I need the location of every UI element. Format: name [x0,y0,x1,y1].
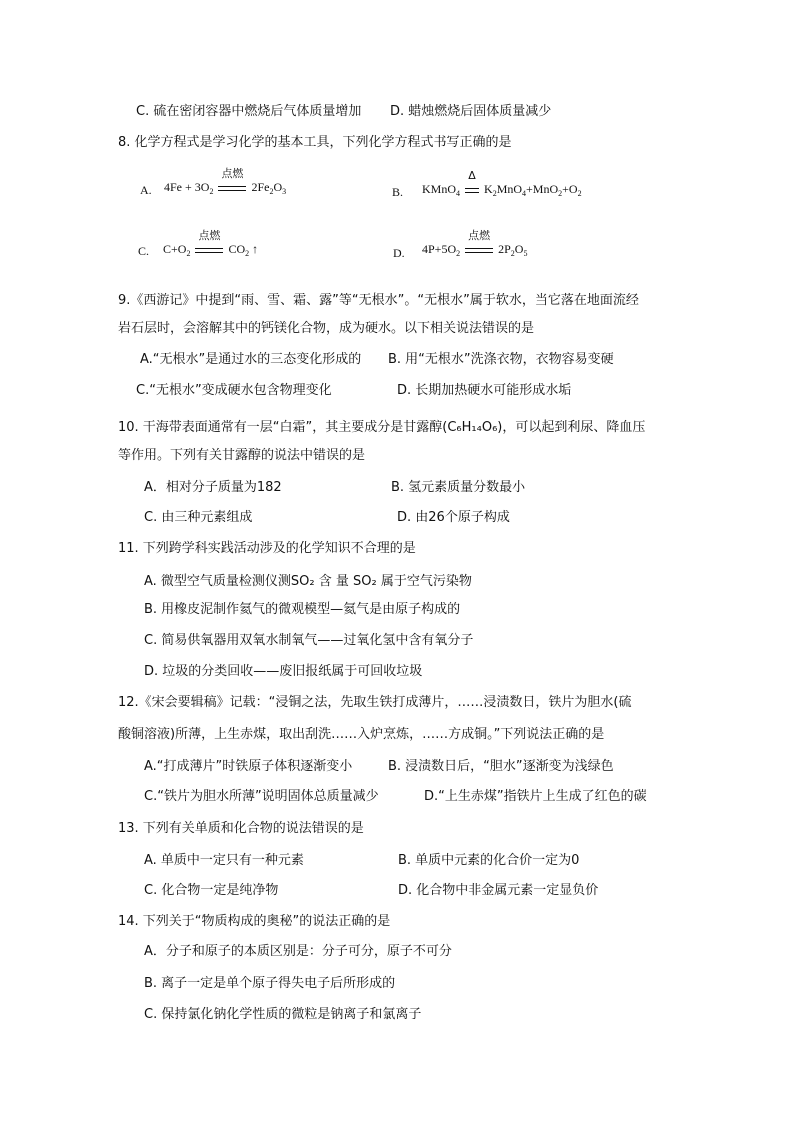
q8-equation-a: $4Fe + 3O_2$ 点燃 $2Fe_2O_3$ [164,167,287,196]
q8-option-d-label: D. [393,246,405,260]
q8-equation-c: $C+O_2$ 点燃 $CO_2$ ↑ [163,229,259,258]
q9-stem-line1: 9.《西游记》中提到“雨、雪、霜、露”等“无根水”。“无根水”属于软水，当它落在地面流经 [118,293,639,308]
q8-equation-b: KMnO$_4$ Δ $K_2MnO_4+MnO_2+O_2$ [422,169,582,198]
q10-stem-line2: 等作用。下列有关甘露醇的说法中错误的是 [118,448,366,463]
q11-option-c: C. 简易供氧器用双氧水制氧气——过氧化氢中含有氧分子 [144,633,474,648]
q13-option-a: A. 单质中一定只有一种元素 [144,853,304,868]
q10-option-b: B. 氢元素质量分数最小 [391,480,526,495]
q12-stem-line1: 12.《宋会要辑稿》记载：“浸铜之法，先取生铁打成薄片，……浸渍数日，铁片为胆水(硫 [118,695,632,710]
q7-option-c: C. 硫在密闭容器中燃烧后气体质量增加 [136,104,362,119]
q7-option-d: D. 蜡烛燃烧后固体质量减少 [390,104,552,119]
heat-condition: Δ [465,182,479,198]
q8-option-a-label: A. [140,183,152,197]
q12-option-c: C.“铁片为胆水所薄”说明固体总质量减少 [144,789,379,804]
q14-option-b: B. 离子一定是单个原子得失电子后所形成的 [144,976,396,991]
q9-option-b: B. 用“无根水”洗涤衣物，衣物容易变硬 [388,352,614,367]
q14-stem: 14. 下列关于“物质构成的奥秘”的说法正确的是 [118,914,391,929]
q12-stem-line2: 酸铜溶液)所薄，上生赤煤，取出刮洗……入炉烹炼，……方成铜。”下列说法正确的是 [118,727,605,742]
q9-option-c: C.“无根水”变成硬水包含物理变化 [136,383,332,398]
q9-stem-line2: 岩石层时，会溶解其中的钙镁化合物，成为硬水。以下相关说法错误的是 [118,321,535,336]
q8-equation-d: $4P+5O_2$ 点燃 $2P_2O_5$ [422,229,528,258]
q12-option-b: B. 浸渍数日后，“胆水”逐渐变为浅绿色 [388,759,614,774]
q8-stem: 8. 化学方程式是学习化学的基本工具，下列化学方程式书写正确的是 [118,135,512,150]
q11-option-d: D. 垃圾的分类回收——废旧报纸属于可回收垃圾 [144,664,423,679]
q8-option-c-label: C. [138,244,150,258]
q10-option-c: C. 由三种元素组成 [144,510,253,525]
q13-option-c: C. 化合物一定是纯净物 [144,883,279,898]
q12-option-d: D.“上生赤煤”指铁片上生成了红色的碳 [424,789,647,804]
q14-option-a: A．分子和原子的本质区别是：分子可分，原子不可分 [144,944,452,959]
q12-option-a: A.“打成薄片”时铁原子体积逐渐变小 [144,759,353,774]
q13-stem: 13. 下列有关单质和化合物的说法错误的是 [118,821,364,836]
q9-option-a: A.“无根水”是通过水的三态变化形成的 [140,352,362,367]
q10-stem-line1: 10. 干海带表面通常有一层“白霜”，其主要成分是甘露醇(C₆H₁₄O₆)，可以起到利尿、降血压 [118,420,646,435]
reaction-condition: 点燃 [195,242,223,258]
q9-option-d: D. 长期加热硬水可能形成水垢 [397,383,572,398]
q11-option-b: B. 用橡皮泥制作氦气的微观模型—氦气是由原子构成的 [144,602,461,617]
q11-option-a: A. 微型空气质量检测仪测SO₂ 含 量 SO₂ 属于空气污染物 [144,574,472,589]
reaction-condition: 点燃 [465,242,493,258]
q8-option-b-label: B. [392,185,404,199]
q10-option-a: A．相对分子质量为182 [144,480,282,495]
reaction-condition: 点燃 [218,180,246,196]
q11-stem: 11. 下列跨学科实践活动涉及的化学知识不合理的是 [118,541,416,556]
q13-option-b: B. 单质中元素的化合价一定为0 [398,853,580,868]
q14-option-c: C. 保持氯化钠化学性质的微粒是钠离子和氯离子 [144,1007,422,1022]
q10-option-d: D. 由26个原子构成 [397,510,510,525]
q13-option-d: D. 化合物中非金属元素一定显负价 [398,883,599,898]
